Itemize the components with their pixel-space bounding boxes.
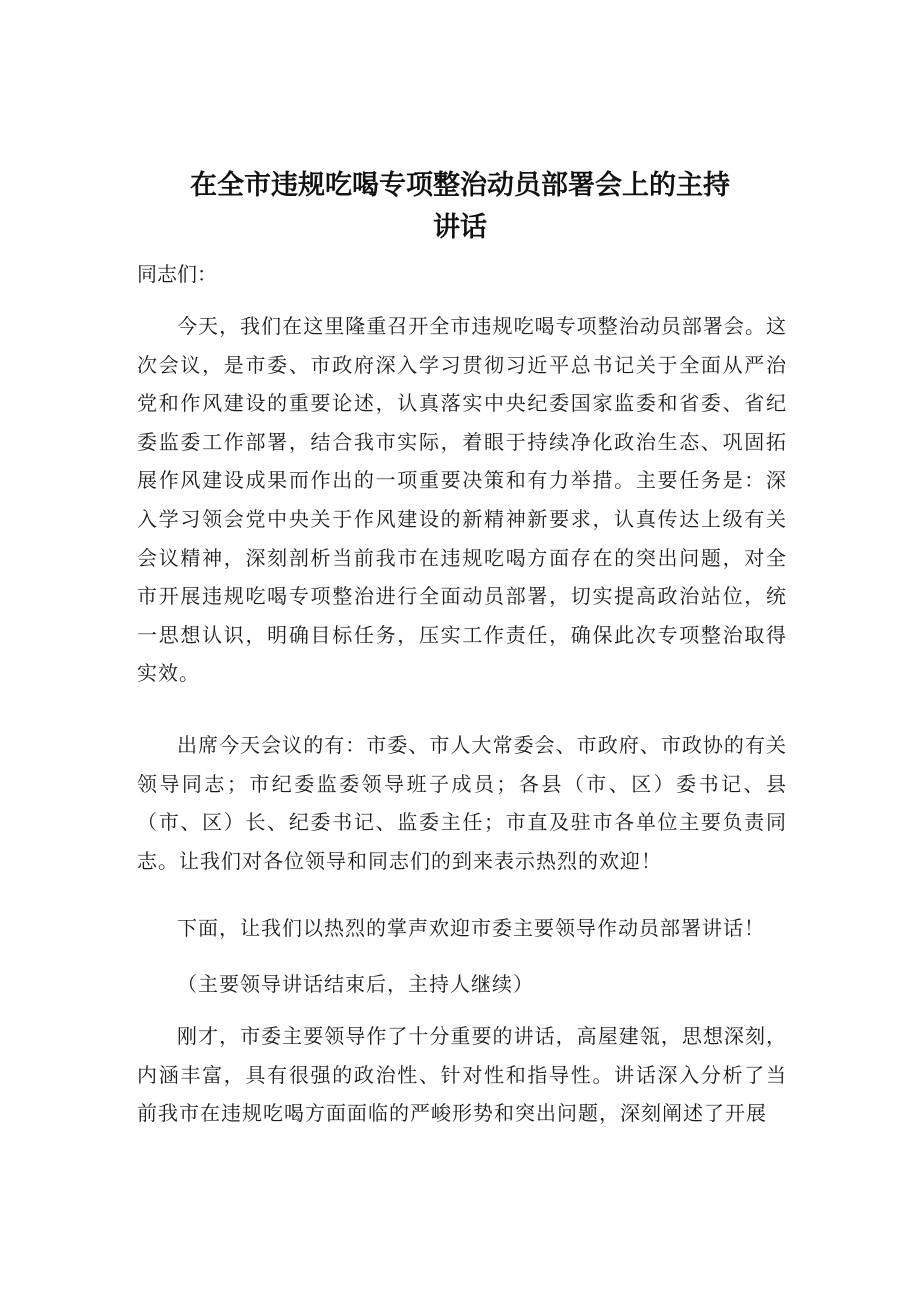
paragraph-summary: 刚才，市委主要领导作了十分重要的讲话，高屋建瓴，思想深刻，内涵丰富，具有很强的政治性、针对性和指导性。讲话深入分析了当前我市在违规吃喝方面面临的严峻形势和突出问题，深刻阐述了开展	[137, 1024, 787, 1126]
paragraph-invite-speech: 下面，让我们以热烈的掌声欢迎市委主要领导作动员部署讲话！	[177, 916, 765, 940]
paragraph-attendees: 出席今天会议的有：市委、市人大常委会、市政府、市政协的有关领导同志；市纪委监委领导班子成员；各县（市、区）委书记、县（市、区）长、纪委书记、监委主任；市直及驻市各单位主要负责同志。让我们对各位领导和同志们的到来表示热烈的欢迎！	[137, 733, 787, 873]
greeting: 同志们：	[137, 262, 217, 286]
paragraph-opening: 今天，我们在这里隆重召开全市违规吃喝专项整治动员部署会。这次会议，是市委、市政府深入学习贯彻习近平总书记关于全面从严治党和作风建设的重要论述，认真落实中央纪委国家监委和省委、省纪委监委工作部署，结合我市实际，着眼于持续净化政治生态、巩固拓展作风建设成果而作出的一项重要决策和有力举措。主要任务是：深入学习领会党中央关于作风建设的新精神新要求，认真传达上级有关会议精神，深刻剖析当前我市在违规吃喝方面存在的突出问题，对全市开展违规吃喝专项整治进行全面动员部署，切实提高政治站位，统一思想认识，明确目标任务，压实工作责任，确保此次专项整治取得实效。	[137, 314, 787, 686]
document-title-line-2: 讲话	[433, 212, 487, 243]
document-title-line-1: 在全市违规吃喝专项整治动员部署会上的主持	[190, 170, 730, 201]
paragraph-stage-note: （主要领导讲话结束后，主持人继续）	[177, 972, 534, 996]
